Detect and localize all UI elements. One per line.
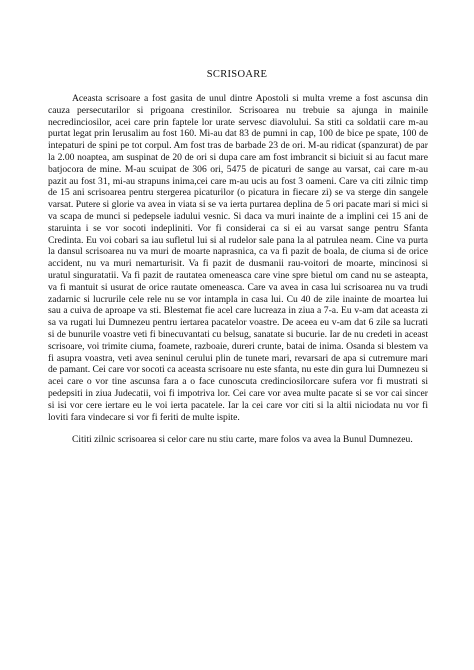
letter-body bbox=[48, 93, 428, 446]
page-title: SCRISOARE bbox=[206, 69, 268, 80]
paragraph-closing: Cititi zilnic scrisoarea si celor care nu stiu carte, mare folos va avea la Bunul Dumnezeu. bbox=[72, 434, 413, 446]
paragraph-letter-text: Aceasta scrisoare a fost gasita de unul dintre Apostoli si multa vreme a fost ascunsa din cauza persecutarilor si prigoana crestinilor. Scrisoarea nu trebuie sa ajunga in mainile necredinciosilor, acei care prin faptele lor urate servesc diavolului. Sa stiti ca soldatii care m-au purtat legat prin Ierusalim au fost 160. Mi-au dat 83 de pumni in cap, 100 de bice pe spate, 100 de intepaturi de spini pe tot corpul. Am fost tras de barbade 23 de ori. M-au ridicat (spanzurat) de par la 2.00 noaptea, am suspinat de 20 de ori si dupa care am fost imbrancit si biciuit si au facut mare batjocora de mine. M-au scuipat de 306 ori, 5475 de picaturi de sange au varsat, cai care m-au pazit au fost 31, mi-au strapuns inima,cei care m-au ucis au fost 3 oameni. Care va citi zilnic timp de 15 ani scrisoarea pentru stergerea picaturilor (o picatura in fiecare zi) se va sterge din sangele varsat. Putere si glorie va avea in viata si se va ierta purtarea deplina de 5 ori pacate mari si mici si va scapa de munci si pedepsele iadului vesnic. Si daca va muri inainte de a implini cei 15 ani de staruinta i se vor socoti indepliniti. Vor fi considerai ca si ei au varsat sange pentru Sfanta Credinta. Eu voi cobari sa iau sufletul lui si al rudelor sale pana la al patrulea neam. Cine va purta la dansul scrisoarea nu va muri de moarte naprasnica, ca va fi pazit de boala, de ciuma si de orice accident, nu va muri nemarturisit. Va fi pazit de dusmanii rau-voitori de moarte, mincinosi si uratul singuratatii. Va fi pazit de rautatea omeneasca care vine spre bietul om cand nu se asteapta, va fi mantuit si usurat de orice rautate omeneasca. Care va avea in casa lui scrisoarea nu va trudi zadarnic si lucrurile cele rele nu se vor intampla in casa lui. Cu 40 de zile inainte de moartea lui sau a cuiva de aproape va sti. Blestemat fie acel care lucreaza in ziua a 7-a. Eu v-am dat aceasta zi sa va rugati lui Dumnezeu pentru iertarea pacatelor voastre. De aceea eu v-am dat 6 zile sa lucrati si de bunurile voastre veti fi binecuvantati cu belsug, sanatate si bucurie. Iar de nu credeti in aceast scrisoare, voi trimite ciuma, foamete, razboaie, dureri crunte, batai de inima. Osanda si blestem va fi asupra voastra, veti avea seninul cerului plin de tunete mari, revarsari de apa si cutremure mari de pamant. Cei care vor socoti ca aceasta scrisoare nu este sfanta, nu este din gura lui Dumnezeu si acei care o vor tine ascunsa fara a o face cunoscuta credinciosilorcare sufera vor fi mustrati si pedepsiti in ziua Judecatii, voi fi impotriva lor. Cei care vor avea multe pacate si se vor cai sincer si isi vor cere iertare eu le voi ierta pacatele. Iar la cei care vor citi si la altii niciodata nu vor fi loviti fara vindecare si vor fi feriti de multe ispite. bbox=[48, 93, 428, 423]
